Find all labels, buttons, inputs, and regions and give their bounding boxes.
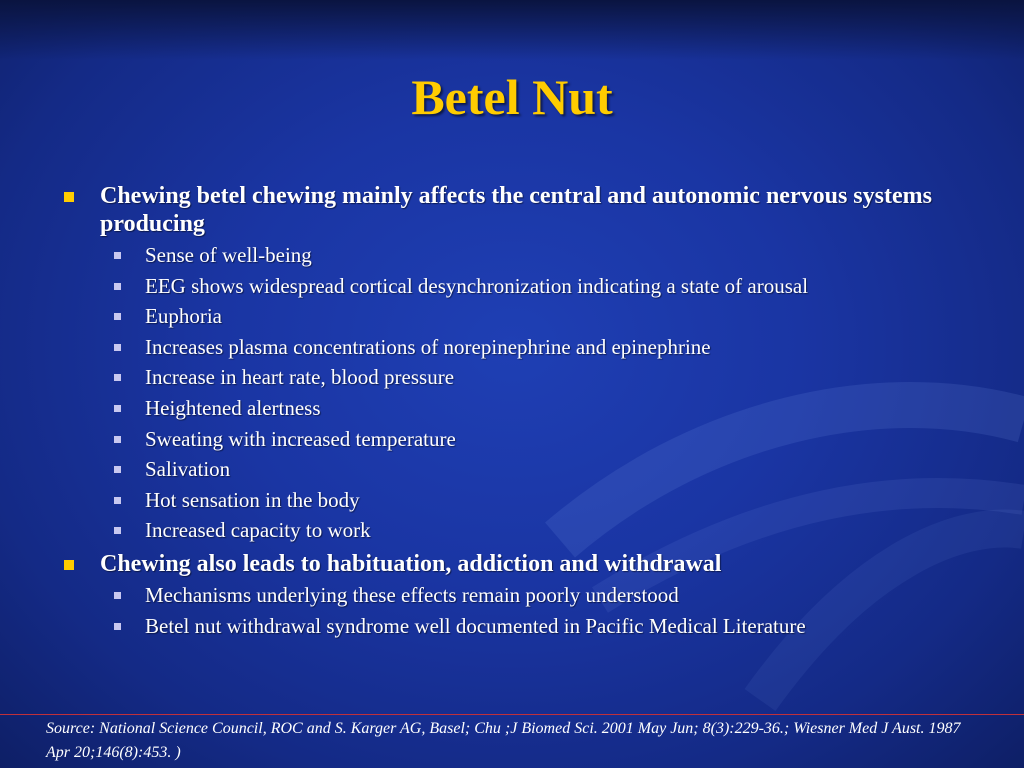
- sub-bullet-item: [58, 301, 958, 332]
- sub-bullet-text: Betel nut withdrawal syndrome well documented in Pacific Medical Literature: [145, 613, 806, 638]
- sub-bullet-text: Increase in heart rate, blood pressure: [145, 365, 455, 390]
- sub-bullet-text: Sense of well-being: [145, 243, 312, 267]
- square-bullet-icon: [114, 527, 121, 534]
- bullet-list: [58, 182, 958, 645]
- square-bullet-icon: [114, 405, 121, 412]
- sub-bullet-item: [58, 240, 958, 271]
- square-bullet-icon: [114, 344, 121, 351]
- sub-bullet-text: Increased capacity to work: [145, 518, 371, 543]
- bullet-item: [58, 550, 958, 578]
- sub-bullet-item: [58, 362, 958, 393]
- sub-bullet-item: [58, 271, 958, 302]
- square-bullet-icon: [114, 436, 121, 443]
- sub-bullet-text: EEG shows widespread cortical desynchronization indicating a state of arousal: [145, 273, 809, 298]
- sub-bullet-item: [58, 424, 958, 455]
- square-bullet-icon: [114, 623, 121, 630]
- sub-bullet-text: Increases plasma concentrations of norepinephrine and epinephrine: [145, 334, 711, 359]
- bullet-item: [58, 182, 958, 238]
- sub-bullet-text: Euphoria: [145, 304, 222, 329]
- source-divider-line: [0, 714, 1024, 715]
- sub-bullet-item: [58, 515, 958, 546]
- square-bullet-icon: [114, 252, 121, 259]
- sub-bullet-text: Hot sensation in the body: [145, 487, 360, 512]
- sub-bullet-text: Heightened alertness: [145, 395, 321, 420]
- square-bullet-icon: [114, 374, 121, 381]
- sub-bullet-item: [58, 454, 958, 485]
- sub-bullet-text: Mechanisms underlying these effects remain poorly understood: [145, 582, 679, 607]
- slide-title: Betel Nut: [411, 69, 613, 125]
- sub-bullet-list: [58, 580, 958, 641]
- sub-bullet-text: Salivation: [145, 457, 231, 482]
- source-citation: Source: National Science Council, ROC and S. Karger AG, Basel; Chu ;J Biomed Sci. 2001 May Jun; 8(3):229-36.; Wiesner Med J Aust. 1987 Apr 20;146(8):453. ): [46, 720, 961, 761]
- square-bullet-icon: [114, 592, 121, 599]
- sub-bullet-text: Sweating with increased temperature: [145, 426, 456, 451]
- sub-bullet-item: [58, 332, 958, 363]
- square-bullet-icon: [64, 192, 74, 202]
- square-bullet-icon: [114, 283, 121, 290]
- sub-bullet-item: [58, 485, 958, 516]
- bullet-text: Chewing also leads to habituation, addiction and withdrawal: [100, 550, 722, 577]
- sub-bullet-item: [58, 393, 958, 424]
- top-gradient-band: [0, 0, 1024, 60]
- square-bullet-icon: [114, 466, 121, 473]
- sub-bullet-list: [58, 240, 958, 546]
- square-bullet-icon: [114, 313, 121, 320]
- sub-bullet-item: [58, 580, 958, 611]
- bullet-text: Chewing betel chewing mainly affects the central and autonomic nervous systems producing: [100, 183, 932, 237]
- sub-bullet-item: [58, 611, 958, 642]
- square-bullet-icon: [114, 497, 121, 504]
- square-bullet-icon: [64, 560, 74, 570]
